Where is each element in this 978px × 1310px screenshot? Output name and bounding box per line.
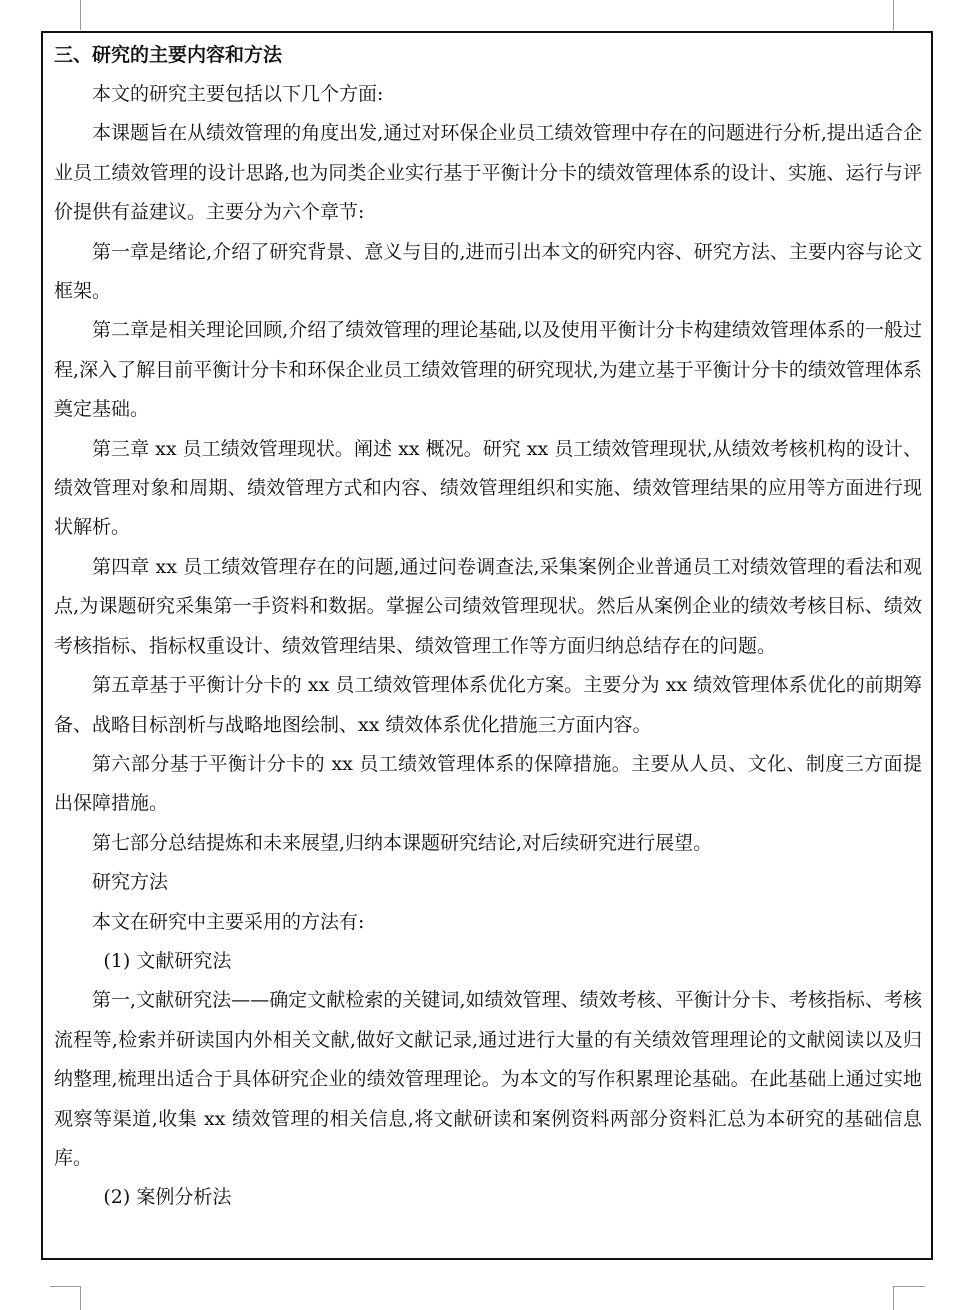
part-6-paragraph: 第六部分基于平衡计分卡的 xx 员工绩效管理体系的保障措施。主要从人员、文化、制度三方面提出保障措施。 <box>54 752 922 815</box>
crop-mark-bottom-right-v <box>893 1286 894 1310</box>
crop-mark-top-right <box>893 0 894 30</box>
purpose-paragraph: 本课题旨在从绩效管理的角度出发,通过对环保企业员工绩效管理中存在的问题进行分析,提出适合企业员工绩效管理的设计思路,也为同类企业实行基于平衡计分卡的绩效管理体系的设计、实施、运行与评价提供有益建议。主要分为六个章节: <box>54 122 922 224</box>
methods-subheading: 研究方法 <box>92 871 169 894</box>
content-table-cell <box>41 31 933 1260</box>
intro-paragraph: 本文的研究主要包括以下几个方面: <box>92 83 384 105</box>
crop-mark-top-left <box>80 0 81 30</box>
method-1-paragraph: 第一,文献研究法——确定文献检索的关键词,如绩效管理、绩效考核、平衡计分卡、考核指标、考核流程等,检索并研读国内外相关文献,做好文献记录,通过进行大量的有关绩效管理理论的文献阅读以及归纳整理,梳理出适合于具体研究企业的绩效管理理论。为本文的写作积累理论基础。在此基础上通过实地观察等渠道,收集 xx 绩效管理的相关信息,将文献研读和案例资料两部分资料汇总为本研究的基础信息库。 <box>54 989 922 1169</box>
chapter-3-paragraph: 第三章 xx 员工绩效管理现状。阐述 xx 概况。研究 xx 员工绩效管理现状,从绩效考核机构的设计、绩效管理对象和周期、绩效管理方式和内容、绩效管理组织和实施、绩效管理结果的应用等方面进行现状解析。 <box>54 437 922 539</box>
part-7-paragraph: 第七部分总结提炼和未来展望,归纳本课题研究结论,对后续研究进行展望。 <box>92 831 713 854</box>
crop-mark-bottom-right-h <box>893 1286 925 1287</box>
chapter-2-paragraph: 第二章是相关理论回顾,介绍了绩效管理的理论基础,以及使用平衡计分卡构建绩效管理体系的一般过程,深入了解目前平衡计分卡和环保企业员工绩效管理的研究现状,为建立基于平衡计分卡的绩效管理体系奠定基础。 <box>54 319 922 421</box>
crop-mark-bottom-left-v <box>80 1286 81 1310</box>
chapter-1-paragraph: 第一章是绪论,介绍了研究背景、意义与目的,进而引出本文的研究内容、研究方法、主要内容与论文框架。 <box>54 240 922 303</box>
methods-intro-paragraph: 本文在研究中主要采用的方法有: <box>92 910 365 933</box>
method-1-title: (1) 文献研究法 <box>103 949 232 972</box>
chapter-5-paragraph: 第五章基于平衡计分卡的 xx 员工绩效管理体系优化方案。主要分为 xx 绩效管理体系优化的前期筹备、战略目标剖析与战略地图绘制、xx 绩效体系优化措施三方面内容。 <box>54 674 922 736</box>
method-2-title: (2) 案例分析法 <box>103 1186 232 1209</box>
section-heading: 三、研究的主要内容和方法 <box>54 44 283 66</box>
crop-mark-bottom-left-h <box>50 1286 81 1287</box>
chapter-4-paragraph: 第四章 xx 员工绩效管理存在的问题,通过问卷调查法,采集案例企业普通员工对绩效管理的看法和观点,为课题研究采集第一手资料和数据。掌握公司绩效管理现状。然后从案例企业的绩效考核目标、绩效考核指标、指标权重设计、绩效管理结果、绩效管理工作等方面归纳总结存在的问题。 <box>54 555 922 657</box>
